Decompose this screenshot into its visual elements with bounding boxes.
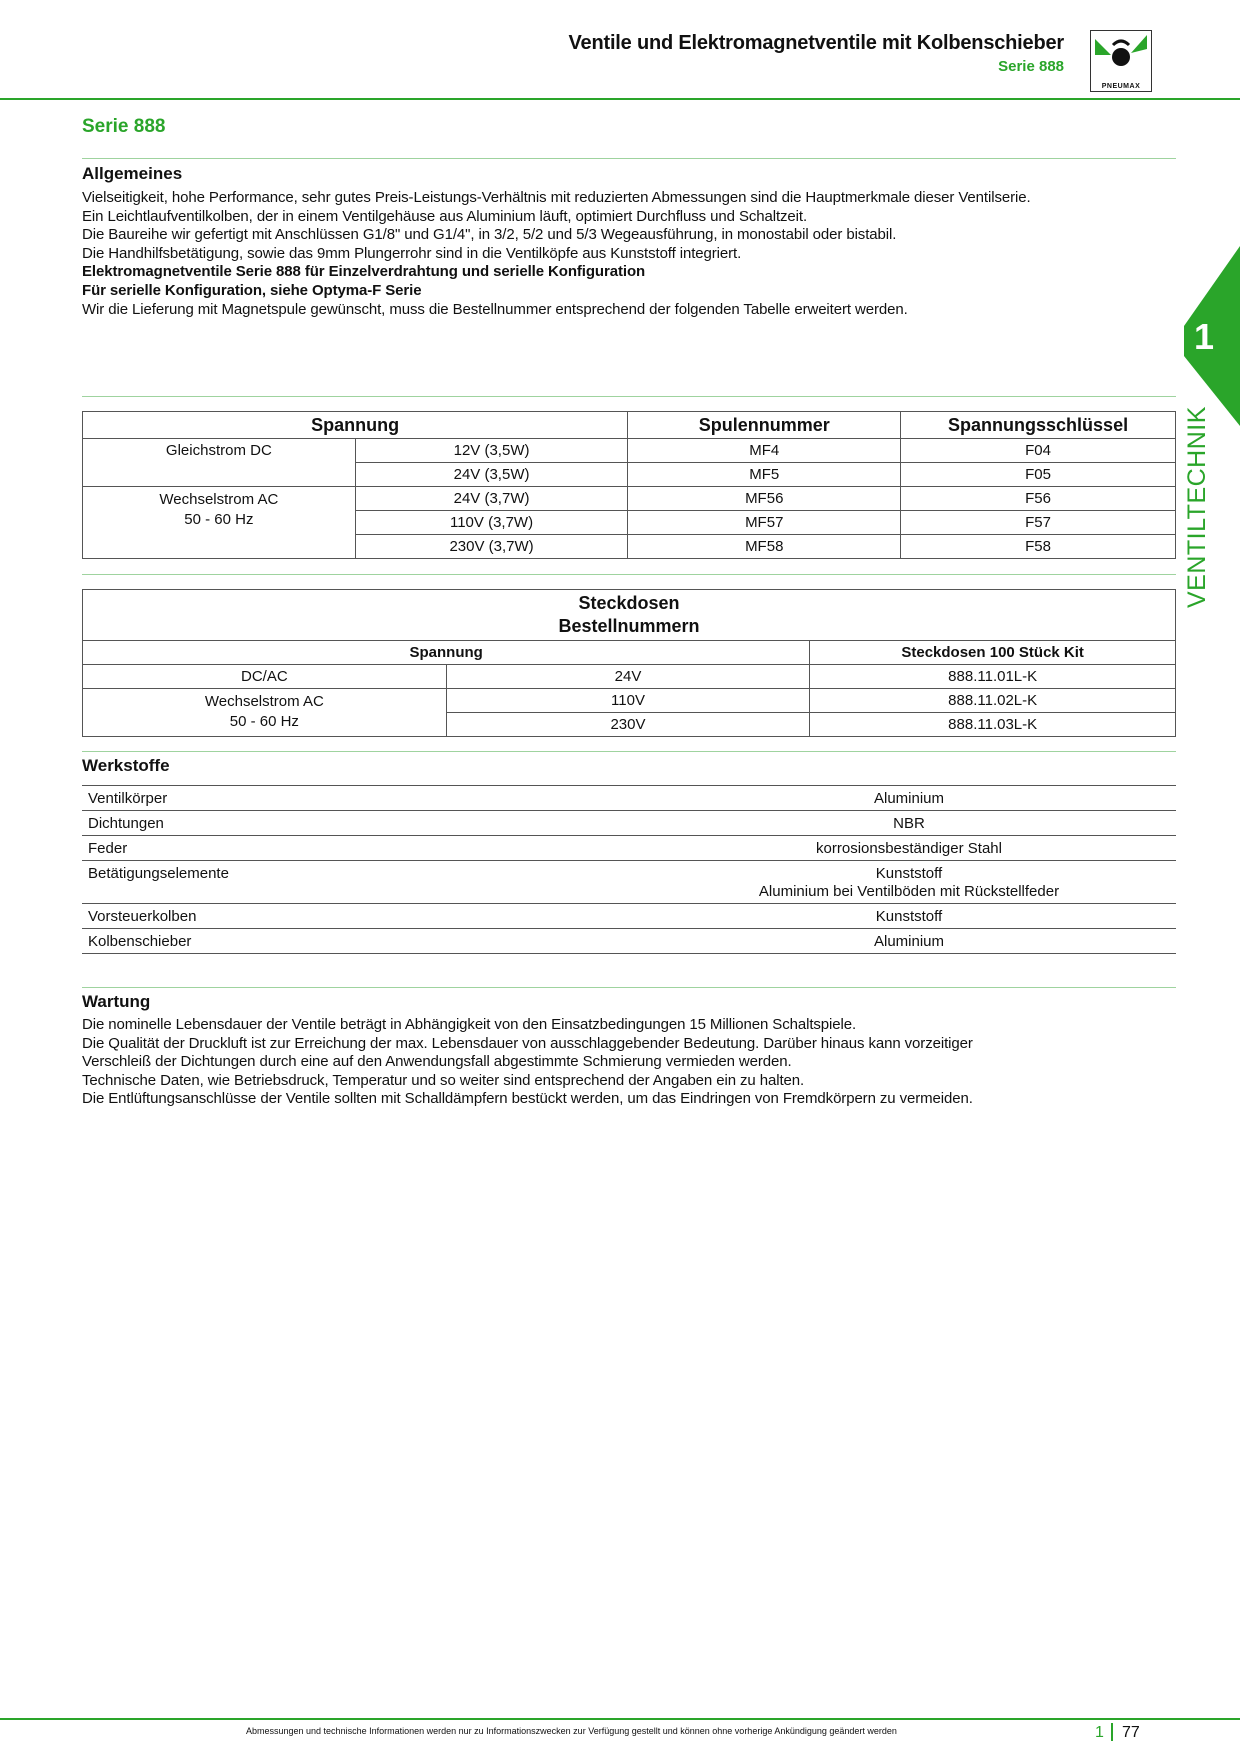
table-header-row [83, 641, 1176, 665]
table-cell: 888.11.01L-K [810, 665, 1176, 689]
general-line: Ein Leichtlaufventilkolben, der in einem Ventilgehäuse aus Aluminium läuft, optimiert Durchfluss und Schaltzeit. [82, 207, 808, 225]
material-value: NBR [893, 815, 925, 832]
ac-label: Wechselstrom AC [159, 491, 279, 508]
header-rule [0, 98, 1240, 100]
table-cell: F05 [901, 463, 1176, 487]
table-cell: F04 [901, 439, 1176, 463]
ac-frequency: 50 - 60 Hz [184, 511, 254, 528]
footer-chapter: 1 [1095, 1724, 1104, 1741]
column-header: Spannung [83, 641, 810, 665]
material-part: Vorsteuerkolben [88, 908, 197, 925]
table-cell: 24V [446, 665, 810, 689]
table-cell: F57 [901, 511, 1176, 535]
ac-label-cell [83, 689, 447, 737]
table-cell: MF58 [628, 535, 901, 559]
dc-label: Gleichstrom DC [83, 439, 356, 487]
table-title [83, 590, 1176, 641]
table-cell: 24V (3,5W) [355, 463, 628, 487]
material-part: Betätigungselemente [88, 865, 229, 882]
dcac-label: DC/AC [83, 665, 447, 689]
materials-row [82, 786, 1176, 811]
table-cell: F58 [901, 535, 1176, 559]
table-cell: MF56 [628, 487, 901, 511]
maintenance-line: Technische Daten, wie Betriebsdruck, Temperatur und so weiter sind entsprechend der Angaben ein zu halten. [82, 1071, 805, 1089]
table-cell: 230V [446, 713, 810, 737]
table-row [83, 439, 1176, 463]
column-header: Steckdosen 100 Stück Kit [810, 641, 1176, 665]
materials-row [82, 929, 1176, 954]
table-cell: 888.11.03L-K [810, 713, 1176, 737]
table-title-row [83, 590, 1176, 641]
maintenance-line: Die Qualität der Druckluft ist zur Erreichung der max. Lebensdauer von ausschlaggebender Bedeutung. Darüber hinaus kann vorzeitiger [82, 1034, 973, 1052]
materials-row [82, 836, 1176, 861]
footer-rule [0, 1718, 1240, 1720]
material-value-block [642, 865, 1176, 901]
general-line: Die Handhilfsbetätigung, sowie das 9mm Plungerrohr sind in die Ventilköpfe aus Kunststoff integriert. [82, 244, 742, 262]
logo-mark-icon [1091, 31, 1151, 79]
table-cell: 230V (3,7W) [355, 535, 628, 559]
materials-row [82, 904, 1176, 929]
material-value: Kunststoff [875, 865, 943, 882]
table-header-row [83, 412, 1176, 439]
column-header: Spulennummer [628, 412, 901, 439]
material-value: Aluminium [873, 933, 945, 950]
divider [82, 751, 1176, 752]
table-cell: MF5 [628, 463, 901, 487]
maintenance-line: Die nominelle Lebensdauer der Ventile beträgt in Abhängigkeit von den Einsatzbedingungen 15 Millionen Schaltspiele. [82, 1016, 857, 1033]
material-part: Feder [88, 840, 128, 857]
table-title-line: Steckdosen [578, 593, 680, 613]
materials-list [82, 785, 1176, 954]
footer-separator [1111, 1723, 1113, 1741]
material-part: Dichtungen [88, 815, 164, 832]
materials-heading: Werkstoffe [82, 756, 170, 775]
divider [82, 987, 1176, 988]
ac-frequency: 50 - 60 Hz [229, 713, 299, 730]
coil-table [82, 411, 1176, 559]
chapter-label: VENTILTECHNIK [1183, 406, 1211, 608]
table-cell: 24V (3,7W) [355, 487, 628, 511]
socket-table [82, 589, 1176, 737]
table-cell: MF4 [628, 439, 901, 463]
table-row [83, 689, 1176, 713]
materials-row [82, 861, 1176, 904]
footer-disclaimer: Abmessungen und technische Informationen werden nur zu Informationszwecken zur Verfügung gestellt und können ohne vorherige Ankündigung geändert werden [246, 1726, 897, 1736]
material-value: Aluminium [873, 790, 945, 807]
material-value: korrosionsbeständiger Stahl [816, 840, 1002, 857]
ac-label-cell [83, 487, 356, 559]
maintenance-text [82, 1016, 1182, 1109]
general-line: Vielseitigkeit, hohe Performance, sehr gutes Preis-Leistungs-Verhältnis mit reduzierten Abmessungen sind die Hauptmerkmale dieser Ventilserie. [82, 189, 1031, 206]
page-number: 77 [1122, 1724, 1140, 1741]
header-subtitle: Serie 888 [998, 58, 1064, 75]
materials-row [82, 811, 1176, 836]
table-cell: 888.11.02L-K [810, 689, 1176, 713]
maintenance-heading: Wartung [82, 992, 151, 1011]
material-value: Aluminium bei Ventilböden mit Rückstellfeder [758, 883, 1060, 900]
general-line: Wir die Lieferung mit Magnetspule gewünscht, muss die Bestellnummer entsprechend der folgenden Tabelle erweitert werden. [82, 300, 908, 318]
divider [82, 574, 1176, 575]
material-value: Kunststoff [875, 908, 943, 925]
divider [82, 396, 1176, 397]
general-text [82, 189, 1182, 319]
ac-label: Wechselstrom AC [204, 693, 324, 710]
table-cell: 12V (3,5W) [355, 439, 628, 463]
table-cell: 110V [446, 689, 810, 713]
table-cell: 110V (3,7W) [355, 511, 628, 535]
table-cell: MF57 [628, 511, 901, 535]
table-cell: F56 [901, 487, 1176, 511]
section-title: Serie 888 [82, 116, 166, 137]
general-line-bold: Für serielle Konfiguration, siehe Optyma-F Serie [82, 281, 422, 299]
table-row [83, 665, 1176, 689]
material-part: Ventilkörper [88, 790, 168, 807]
column-header: Spannung [83, 412, 628, 439]
header-title: Ventile und Elektromagnetventile mit Kolbenschieber [568, 32, 1064, 54]
general-line: Die Baureihe wir gefertigt mit Anschlüssen G1/8" und G1/4", in 3/2, 5/2 und 5/3 Wegeausführung, in monostabil oder bistabil. [82, 226, 897, 244]
logo-text: PNEUMAX [1101, 83, 1141, 90]
general-heading: Allgemeines [82, 164, 183, 183]
column-header: Spannungsschlüssel [901, 412, 1176, 439]
divider [82, 158, 1176, 159]
table-row [83, 487, 1176, 511]
table-title-line: Bestellnummern [558, 616, 700, 636]
pneumax-logo [1090, 30, 1152, 92]
maintenance-line: Verschleiß der Dichtungen durch eine auf den Anwendungsfall abgestimmte Schmierung vermieden werden. [82, 1053, 792, 1071]
general-line-bold: Elektromagnetventile Serie 888 für Einzelverdrahtung und serielle Konfiguration [82, 263, 646, 281]
material-part: Kolbenschieber [88, 933, 192, 950]
chapter-number: 1 [1194, 316, 1215, 357]
maintenance-line: Die Entlüftungsanschlüsse der Ventile sollten mit Schalldämpfern bestückt werden, um das Eindringen von Fremdkörpern zu vermeiden. [82, 1090, 973, 1108]
